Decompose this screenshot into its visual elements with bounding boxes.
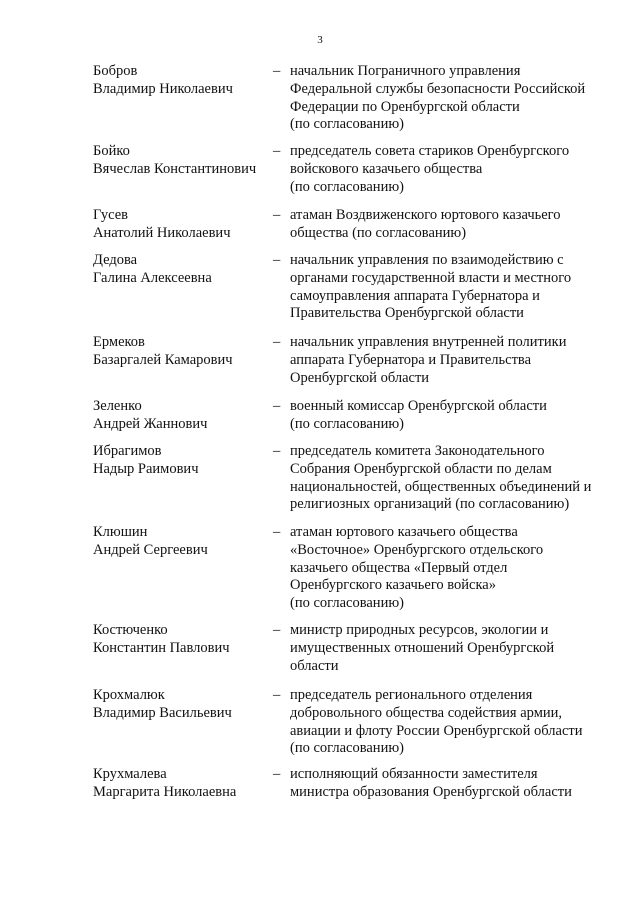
position-line: (по согласованию) — [290, 595, 404, 612]
member-name — [93, 443, 268, 479]
position-line: национальностей, общественных объединений и — [290, 478, 592, 495]
entry-dash: – — [273, 687, 281, 703]
position-line: авиации и флоту России Оренбургской области — [290, 722, 583, 739]
member-given-names: Владимир Васильевич — [93, 704, 232, 721]
member-name — [93, 524, 268, 560]
entry-dash: – — [273, 398, 281, 414]
position-line: Правительства Оренбургской области — [290, 305, 524, 322]
member-surname: Бобров — [93, 63, 138, 79]
member-surname: Крохмалюк — [93, 687, 165, 703]
entry-dash: – — [273, 252, 281, 268]
member-position — [290, 687, 608, 758]
position-line: Федерации по Оренбургской области — [290, 98, 520, 115]
position-line: министр природных ресурсов, экологии и — [290, 622, 549, 638]
member-position — [290, 252, 608, 323]
member-surname: Дедова — [93, 252, 138, 268]
member-name — [93, 252, 268, 288]
member-position — [290, 443, 608, 514]
position-line: начальник Пограничного управления — [290, 63, 521, 79]
position-line: (по согласованию) — [290, 415, 404, 432]
member-surname: Ибрагимов — [93, 443, 162, 459]
member-name — [93, 398, 268, 434]
position-line: самоуправления аппарата Губернатора и — [290, 287, 540, 304]
member-given-names: Галина Алексеевна — [93, 269, 212, 286]
member-given-names: Вячеслав Константинович — [93, 160, 257, 177]
member-given-names: Анатолий Николаевич — [93, 224, 231, 241]
member-position — [290, 766, 608, 802]
member-name — [93, 334, 268, 370]
page-number: 3 — [317, 34, 323, 46]
member-name — [93, 622, 268, 658]
member-position — [290, 398, 608, 434]
member-given-names: Константин Павлович — [93, 639, 230, 656]
position-line: добровольного общества содействия армии, — [290, 704, 563, 721]
entry-dash: – — [273, 334, 281, 350]
entry-dash: – — [273, 524, 281, 540]
position-line: исполняющий обязанности заместителя — [290, 766, 538, 782]
position-line: Оренбургской области — [290, 369, 430, 386]
position-line: начальник управления по взаимодействию с — [290, 252, 564, 268]
position-line: (по согласованию) — [290, 178, 404, 195]
position-line: имущественных отношений Оренбургской — [290, 639, 555, 656]
entry-dash: – — [273, 443, 281, 459]
member-position — [290, 622, 608, 675]
entry-dash: – — [273, 622, 281, 638]
position-line: войскового казачьего общества — [290, 160, 483, 177]
member-position — [290, 207, 608, 243]
position-line: атаман Воздвиженского юртового казачьего — [290, 207, 561, 223]
position-line: Федеральной службы безопасности Российской — [290, 80, 586, 97]
entry-dash: – — [273, 207, 281, 223]
member-surname: Крухмалева — [93, 766, 167, 782]
member-surname: Гусев — [93, 207, 128, 223]
member-given-names: Базаргалей Камарович — [93, 351, 233, 368]
member-name — [93, 766, 268, 802]
position-line: Собрания Оренбургской области по делам — [290, 460, 552, 477]
position-line: (по согласованию) — [290, 740, 404, 757]
member-surname: Бойко — [93, 143, 130, 159]
position-line: Оренбургского казачьего войска» — [290, 577, 496, 594]
position-line: председатель регионального отделения — [290, 687, 533, 703]
member-surname: Клюшин — [93, 524, 148, 540]
position-line: религиозных организаций (по согласованию) — [290, 496, 570, 513]
member-given-names: Владимир Николаевич — [93, 80, 233, 97]
member-name — [93, 143, 268, 179]
member-name — [93, 63, 268, 99]
position-line: общества (по согласованию) — [290, 224, 467, 241]
position-line: начальник управления внутренней политики — [290, 334, 567, 350]
position-line: председатель комитета Законодательного — [290, 443, 545, 459]
member-given-names: Андрей Сергеевич — [93, 541, 208, 558]
member-surname: Ермеков — [93, 334, 145, 350]
entry-dash: – — [273, 63, 281, 79]
entry-dash: – — [273, 766, 281, 782]
position-line: атаман юртового казачьего общества — [290, 524, 518, 540]
member-position — [290, 143, 608, 196]
position-line: органами государственной власти и местного — [290, 269, 572, 286]
member-surname: Зеленко — [93, 398, 142, 414]
position-line: области — [290, 657, 339, 674]
position-line: казачьего общества «Первый отдел — [290, 559, 508, 576]
member-position — [290, 334, 608, 387]
position-line: министра образования Оренбургской области — [290, 783, 572, 800]
position-line: (по согласованию) — [290, 116, 404, 133]
member-name — [93, 207, 268, 243]
position-line: военный комиссар Оренбургской области — [290, 398, 547, 414]
position-line: председатель совета стариков Оренбургского — [290, 143, 570, 159]
member-position — [290, 63, 608, 134]
entry-dash: – — [273, 143, 281, 159]
member-name — [93, 687, 268, 723]
position-line: аппарата Губернатора и Правительства — [290, 351, 532, 368]
member-given-names: Маргарита Николаевна — [93, 783, 237, 800]
member-surname: Костюченко — [93, 622, 168, 638]
member-given-names: Надыр Раимович — [93, 460, 199, 477]
member-position — [290, 524, 608, 613]
position-line: «Восточное» Оренбургского отдельского — [290, 541, 544, 558]
member-given-names: Андрей Жаннович — [93, 415, 208, 432]
